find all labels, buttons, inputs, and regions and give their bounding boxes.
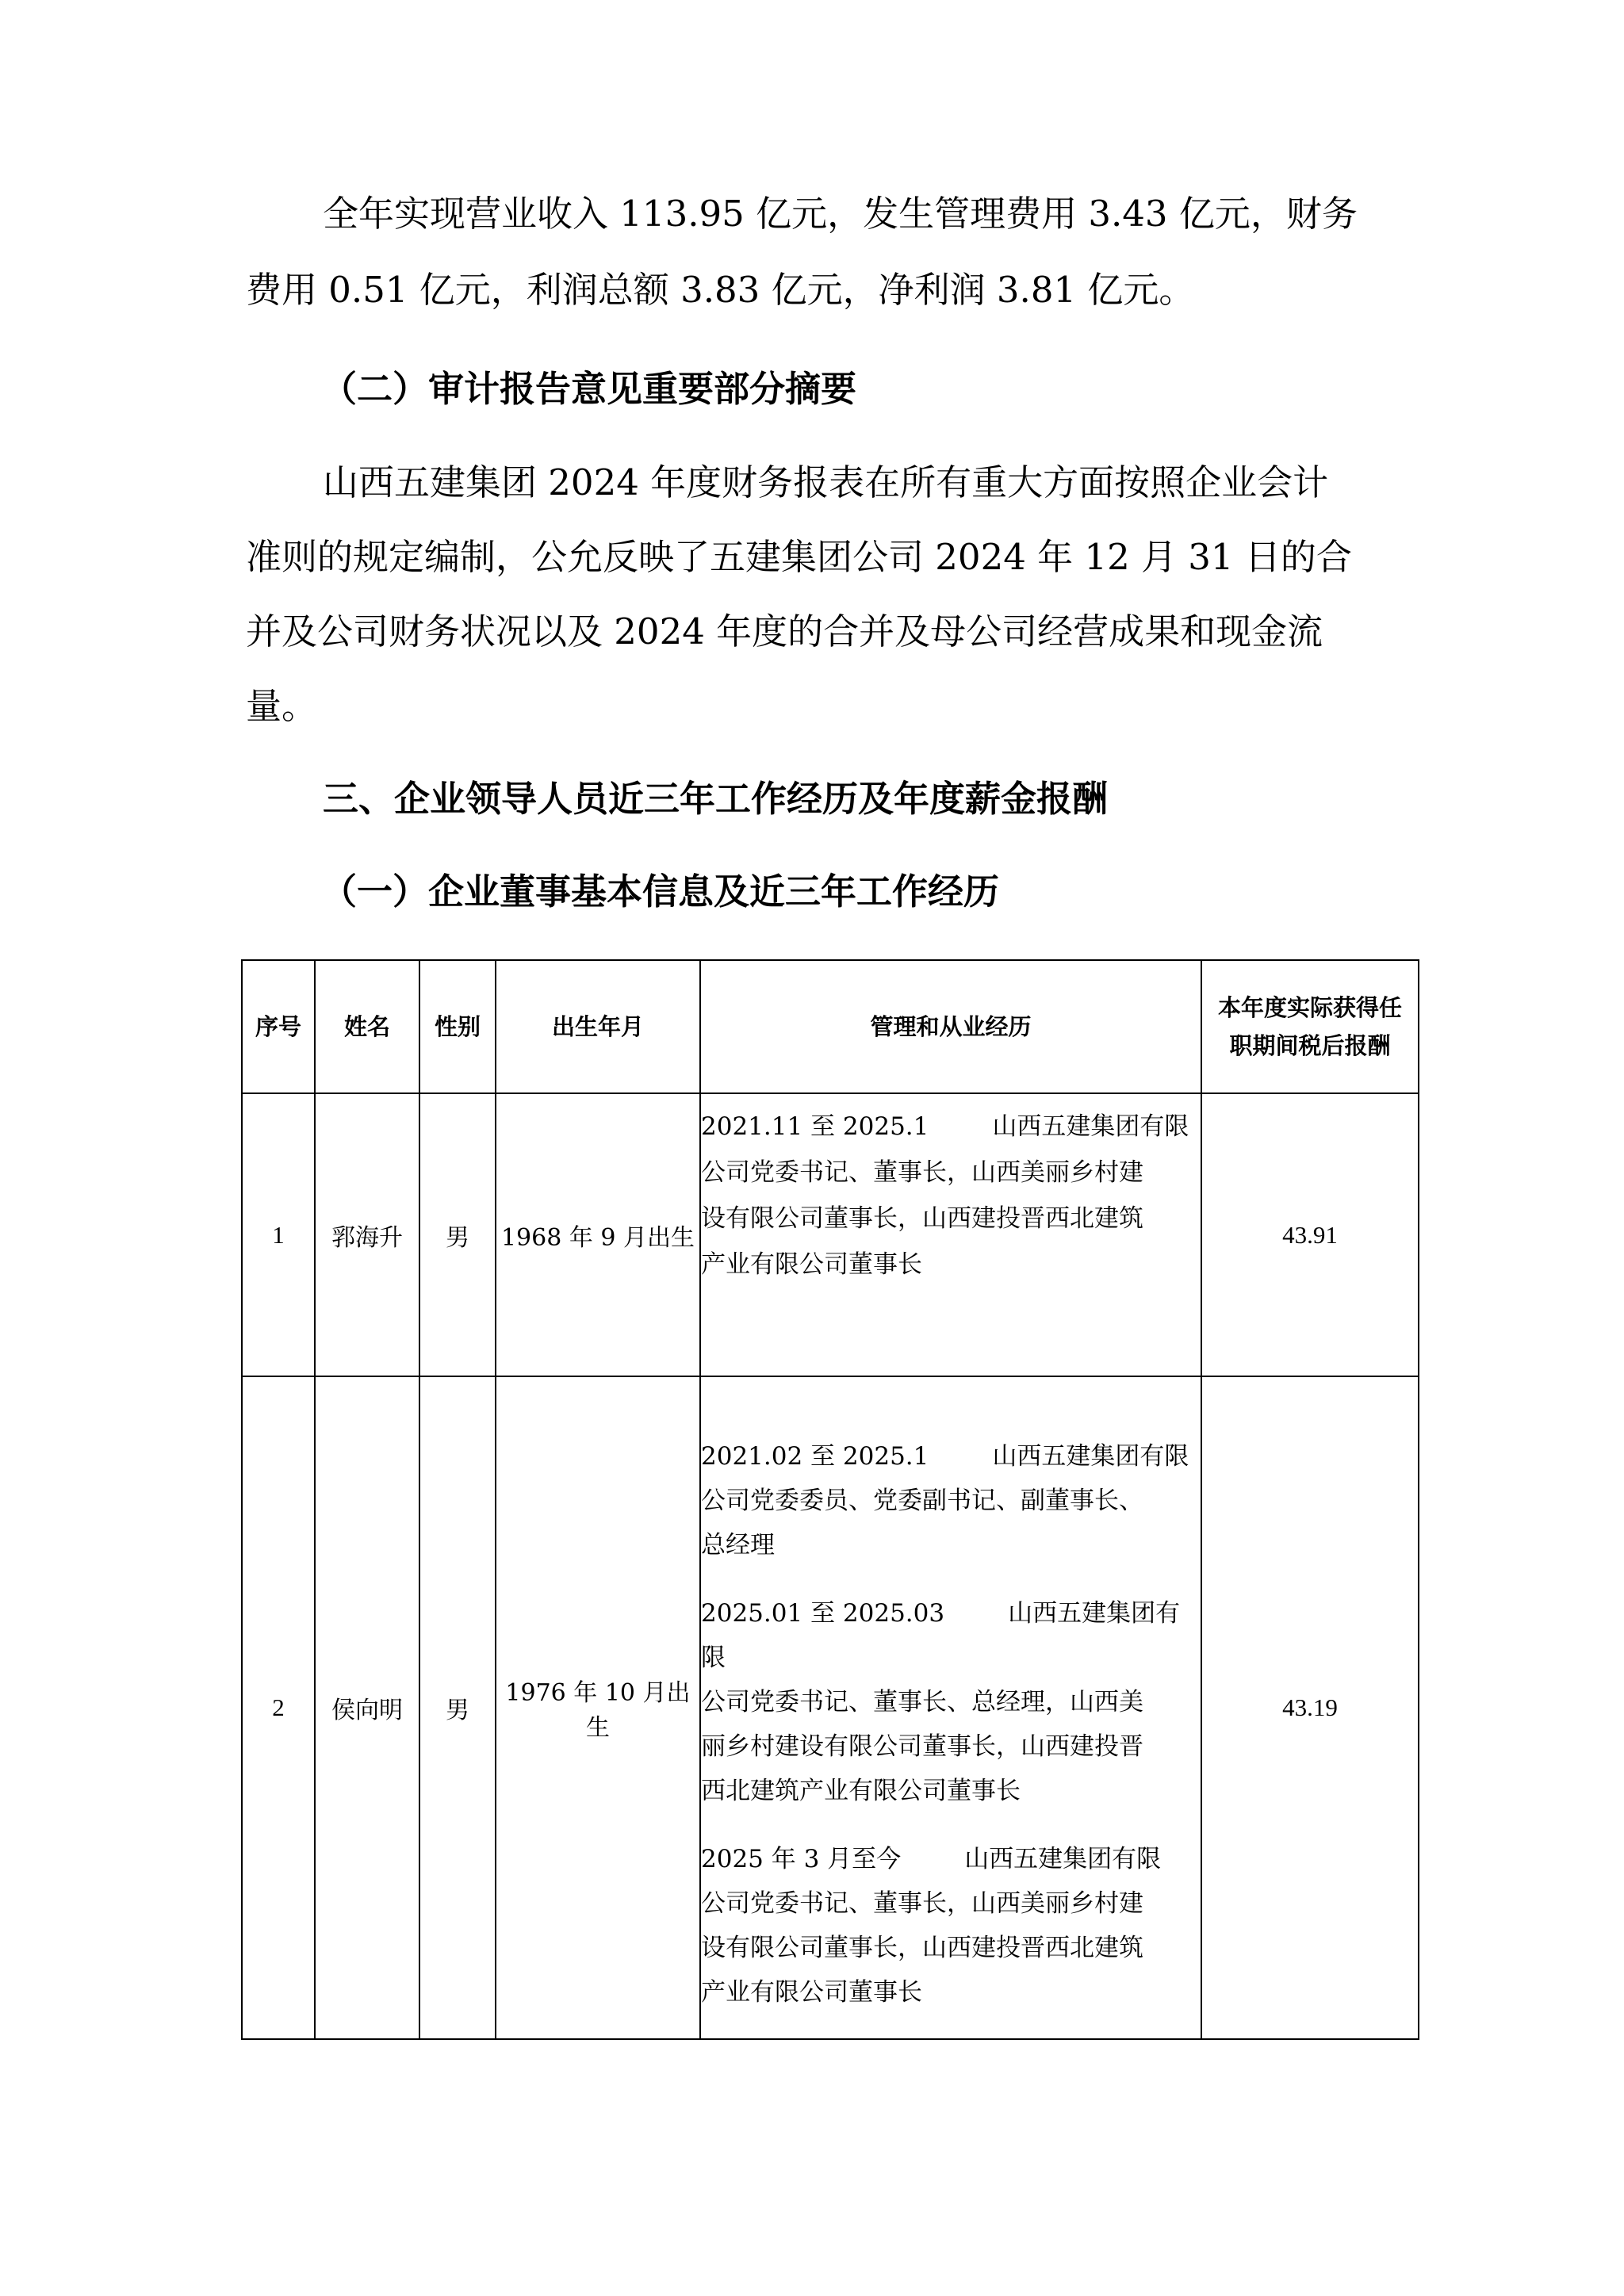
row-experience bbox=[700, 1376, 1201, 2039]
row-gender: 男 bbox=[419, 1376, 496, 2039]
experience-period: 2025.01 至 2025.03 bbox=[701, 1599, 945, 1628]
row-experience bbox=[700, 1093, 1201, 1376]
experience-line: 西北建筑产业有限公司董事长 bbox=[701, 1777, 1021, 1805]
experience-entry bbox=[701, 1104, 1201, 1288]
experience-line: 丽乡村建设有限公司董事长，山西建投晋 bbox=[701, 1732, 1143, 1761]
header-birth: 出生年月 bbox=[496, 960, 700, 1093]
row-birth: 1968 年 9 月出生 bbox=[496, 1093, 700, 1376]
header-pay-line-1: 本年度实际获得任 bbox=[1217, 994, 1402, 1021]
experience-period: 2021.11 至 2025.1 bbox=[701, 1112, 929, 1141]
experience-line: 产业有限公司董事长 bbox=[701, 1978, 922, 2007]
audit-line-1: 山西五建集团 2024 年度财务报表在所有重大方面按照企业会计 bbox=[323, 461, 1329, 503]
audit-heading: （二）审计报告意见重要部分摘要 bbox=[321, 368, 857, 410]
experience-line: 总经理 bbox=[701, 1531, 775, 1559]
row-name: 郛海升 bbox=[315, 1093, 419, 1376]
experience-line-tail: 山西五建集团有限 bbox=[701, 1599, 1181, 1672]
experience-line-tail: 山西五建集团有限 bbox=[992, 1442, 1189, 1471]
audit-line-3: 并及公司财务状况以及 2024 年度的合并及母公司经营成果和现金流 bbox=[246, 610, 1323, 652]
section3-heading: 三、企业领导人员近三年工作经历及年度薪金报酬 bbox=[323, 778, 1109, 820]
row-birth: 1976 年 10 月出生 bbox=[496, 1376, 700, 2039]
row-pay: 43.91 bbox=[1201, 1093, 1419, 1376]
audit-line-2: 准则的规定编制，公允反映了五建集团公司 2024 年 12 月 31 日的合 bbox=[246, 536, 1352, 578]
experience-period: 2025 年 3 月至今 bbox=[701, 1845, 902, 1873]
header-pay bbox=[1201, 960, 1419, 1093]
experience-entry bbox=[701, 1434, 1201, 1567]
table-row bbox=[242, 1093, 1419, 1376]
row-name: 侯向明 bbox=[315, 1376, 419, 2039]
experience-entry bbox=[701, 1837, 1201, 2015]
header-gender: 性别 bbox=[419, 960, 496, 1093]
header-no: 序号 bbox=[242, 960, 315, 1093]
row-pay: 43.19 bbox=[1201, 1376, 1419, 2039]
experience-line: 公司党委书记、董事长，山西美丽乡村建 bbox=[701, 1889, 1143, 1918]
experience-line-tail: 山西五建集团有限 bbox=[964, 1845, 1162, 1873]
experience-first-line bbox=[701, 1591, 1201, 1680]
experience-first-line bbox=[701, 1104, 1201, 1150]
experience-line: 公司党委委员、党委副书记、副董事长、 bbox=[701, 1487, 1143, 1515]
experience-line: 公司党委书记、董事长，山西美丽乡村建 bbox=[701, 1158, 1143, 1187]
header-pay-line-2: 职期间税后报酬 bbox=[1229, 1032, 1391, 1059]
experience-entry bbox=[701, 1591, 1201, 1813]
experience-period: 2021.02 至 2025.1 bbox=[701, 1442, 929, 1471]
experience-line: 设有限公司董事长，山西建投晋西北建筑 bbox=[701, 1934, 1143, 1962]
row-no: 1 bbox=[242, 1093, 315, 1376]
experience-line-tail: 山西五建集团有限 bbox=[992, 1112, 1189, 1141]
revenue-line-2: 费用 0.51 亿元，利润总额 3.83 亿元，净利润 3.81 亿元。 bbox=[246, 269, 1195, 311]
table-header-row bbox=[242, 960, 1419, 1093]
experience-line: 公司党委书记、董事长、总经理，山西美 bbox=[701, 1688, 1143, 1716]
experience-first-line bbox=[701, 1837, 1201, 1881]
table-row bbox=[242, 1376, 1419, 2039]
directors-table bbox=[241, 959, 1419, 2040]
experience-first-line bbox=[701, 1434, 1201, 1479]
row-no: 2 bbox=[242, 1376, 315, 2039]
row-gender: 男 bbox=[419, 1093, 496, 1376]
header-experience: 管理和从业经历 bbox=[700, 960, 1201, 1093]
audit-line-4: 量。 bbox=[246, 685, 318, 727]
directors-heading: （一）企业董事基本信息及近三年工作经历 bbox=[321, 871, 1000, 913]
header-name: 姓名 bbox=[315, 960, 419, 1093]
experience-line: 产业有限公司董事长 bbox=[701, 1250, 922, 1279]
revenue-line-1: 全年实现营业收入 113.95 亿元，发生管理费用 3.43 亿元，财务 bbox=[323, 193, 1358, 235]
experience-line: 设有限公司董事长，山西建投晋西北建筑 bbox=[701, 1204, 1143, 1233]
